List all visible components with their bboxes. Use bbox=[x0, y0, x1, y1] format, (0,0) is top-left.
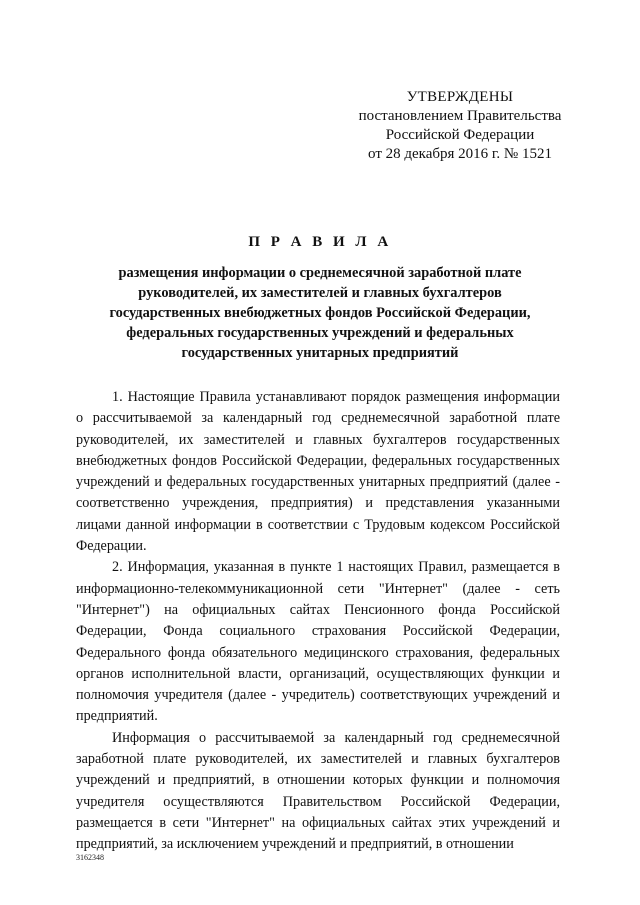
paragraph-2: 2. Информация, указанная в пункте 1 настоящих Правил, размещается в информационно-телекоммуникационной сети "Интернет" (далее - сеть "Интернет") на официальных сайтах Пенсионного фонда Российской Федерации, Фонда социального страхования Российской Федерации, Федерального фонда обязательного медицинского страхования, федеральных органов исполнительной власти, организаций, осуществляющих функции и полномочия учредителя (далее - учредитель) соответствующих учреждений и предприятий. bbox=[76, 559, 560, 725]
document-body bbox=[76, 387, 560, 856]
subtitle-line: размещения информации о среднемесячной заработной плате bbox=[118, 265, 522, 281]
paragraph-3: Информация о рассчитываемой за календарный год среднемесячной заработной плате руководителей, их заместителей и главных бухгалтеров учреждений и предприятий, в отношении которых функции и полномочия учредителя осуществляются Правительством Российской Федерации, размещается в сети "Интернет" на официальных сайтах этих учреждений и предприятий, за исключением учреждений и предприятий, в отношении bbox=[76, 729, 560, 853]
document-title: П Р А В И Л А bbox=[248, 234, 392, 250]
approval-date-line: от 28 декабря 2016 г. № 1521 bbox=[368, 146, 552, 162]
subtitle-line: федеральных государственных учреждений и федеральных bbox=[126, 325, 514, 341]
subtitle-line: руководителей, их заместителей и главных бухгалтеров bbox=[138, 285, 502, 301]
approval-line: Российской Федерации bbox=[385, 127, 535, 143]
document-code: 3162348 bbox=[76, 853, 104, 862]
approval-block bbox=[340, 88, 580, 164]
document-subtitle bbox=[60, 263, 580, 363]
paragraph-1: 1. Настоящие Правила устанавливают порядок размещения информации о рассчитываемой за календарный год среднемесячной заработной плате руководителей, их заместителей и главных бухгалтеров государственных внебюджетных фондов Российской Федерации, федеральных государственных учреждений и федеральных государственных унитарных предприятий (далее - соответственно учреждения, предприятия) и представления указанными лицами данной информации в соответствии с Трудовым кодексом Российской Федерации. bbox=[76, 389, 560, 555]
approval-heading: УТВЕРЖДЕНЫ bbox=[406, 89, 514, 105]
subtitle-line: государственных внебюджетных фондов Российской Федерации, bbox=[109, 305, 531, 321]
approval-line: постановлением Правительства bbox=[358, 108, 562, 124]
subtitle-line: государственных унитарных предприятий bbox=[181, 345, 459, 361]
